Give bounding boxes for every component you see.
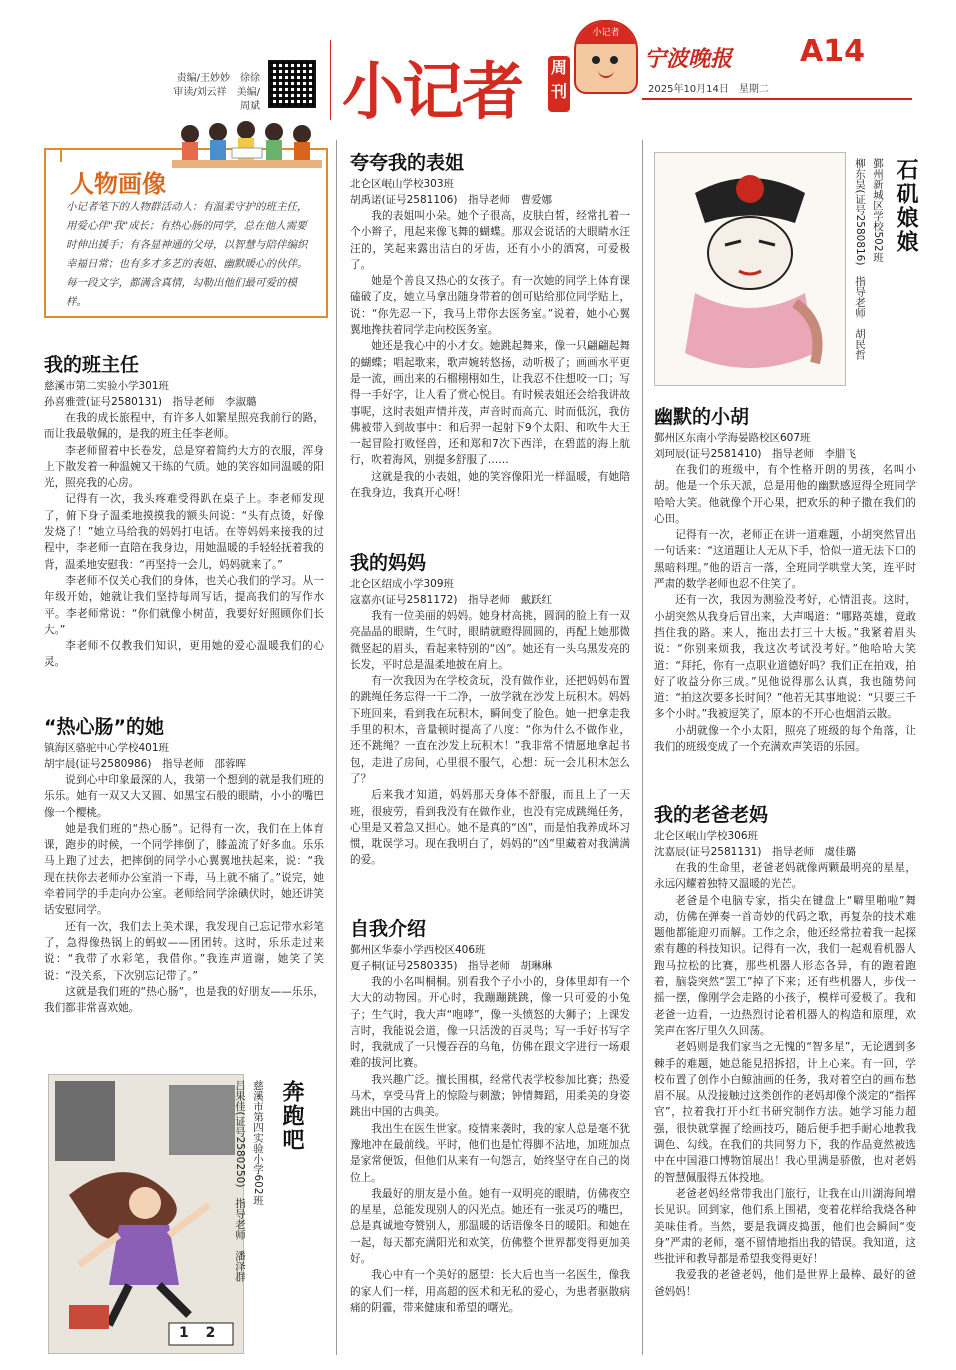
mascot-mouth — [598, 70, 614, 78]
paragraph: 李老师不仅关心我们的身体，也关心我们的学习。从一年级开始，她就让我们坚持每周写话，提高我们的写作水平。李老师常说：“你们就像小树苗，我要好好照顾你们长大。” — [44, 574, 324, 636]
paragraph: 李老师留着中长卷发，总是穿着简约大方的衣服，浑身上下散发着一种温婉又干练的气质。她的笑容如同温暖的阳光，照亮我的心房。 — [44, 444, 324, 490]
article-school: 镇海区骆驼中心学校401班 — [44, 742, 170, 754]
article-rexinchang — [44, 714, 324, 1016]
paragraph: 我有一位美丽的妈妈。她身材高挑，圆润的脸上有一双亮晶晶的眼睛，生气时，眼睛就瞪得圆圆的，再配上她那微微竖起的眉头，看起来特别的“凶”。她还有一头乌黑发亮的长发，平时总是温柔地披在肩上。 — [350, 610, 630, 671]
artwork-author: 吕果佳(证号2580250) 指导老师 潘泽群 — [234, 1080, 246, 1282]
corner-mark — [60, 148, 74, 162]
scoreboard-text: 1 2 — [179, 1325, 222, 1341]
paragraph: 说到心中印象最深的人，我第一个想到的就是我们班的乐乐。她有一双又大又圆、如黑宝石般的眼睛，小小的嘴巴像一个樱桃。 — [44, 774, 324, 819]
artwork-meta — [870, 158, 885, 378]
header-divider — [330, 40, 331, 120]
mascot-icon — [574, 20, 638, 94]
artwork-meta — [250, 1080, 265, 1350]
artwork-title: 奔跑吧 — [279, 1080, 304, 1152]
article-title: 我的班主任 — [44, 354, 140, 376]
paragraph: 我最好的朋友是小鱼。她有一双明亮的眼睛，仿佛夜空的星星，总能发现别人的闪光点。她还有一张灵巧的嘴巴，总是真诚地夸赞别人，那温暖的话语像冬日的暖阳。和她在一起，每天都充满阳光和欢笑，仿佛整个世界都变得更加美好。 — [350, 1187, 630, 1266]
article-xiaohu — [654, 404, 916, 755]
article-title: 夸夸我的表姐 — [350, 152, 465, 174]
article-author: 胡宇晨(证号2580986) 指导老师 邵蓉晖 — [44, 758, 246, 770]
paragraph: 后来我才知道，妈妈那天身体不舒服，而且上了一天班，很疲劳，看到我没有在做作业，也没有完成跳绳任务，心里是又着急又担心。她不是真的“凶”，而是怕我养成坏习惯，耽误学习。现在我明白了，妈妈的“凶”里藏着对我满满的爱。 — [350, 789, 630, 867]
article-author: 沈嘉辰(证号2581131) 指导老师 虞佳璐 — [654, 846, 856, 858]
article-school: 北仑区绍成小学309班 — [350, 578, 455, 590]
article-author: 孙喜雅萱(证号2580131) 指导老师 李淑璐 — [44, 396, 257, 408]
article-school: 北仑区岷山学校303班 — [350, 178, 455, 190]
artwork-meta-2 — [232, 1080, 247, 1350]
editor-credits — [168, 72, 260, 114]
article-ziwo — [350, 916, 630, 1316]
article-school: 鄞州区华泰小学西校区406班 — [350, 944, 486, 956]
qr-code — [268, 60, 316, 108]
paragraph: 这就是我们班的“热心肠”，也是我的好朋友——乐乐，我们都非常喜欢她。 — [44, 985, 324, 1015]
paragraph: 我的小名叫桐桐。别看我个子小小的，身体里却有一个大大的动物园。开心时，我蹦蹦跳跳，像一只可爱的小兔子；生气时，我大声“咆哮”，像一头愤怒的大狮子；上课发言时，我能说会道，像一只活泼的百灵鸟；写一手好书写字时，我就成了一只慢吞吞的乌龟，仿佛在跟文字进行一场艰难的拔河比赛。 — [350, 976, 630, 1070]
paragraph: 在我们的班级中，有个性格开朗的男孩，名叫小胡。他是一个乐天派，总是用他的幽默感逗得全班同学哈哈大笑。他就像个开心果，把欢乐的种子撒在我们的心田。 — [654, 464, 916, 525]
running-girl-drawing — [49, 1075, 243, 1353]
article-body — [350, 208, 630, 501]
article-school: 慈溪市第二实验小学301班 — [44, 380, 170, 392]
newspaper-name: 宁波晚报 — [644, 46, 733, 72]
artwork-benpao — [48, 1074, 244, 1354]
section-logo: 小记者 — [342, 55, 523, 128]
column-divider-2 — [642, 140, 643, 1355]
shiji-niangniang-drawing — [655, 153, 845, 385]
paragraph: 记得有一次，老师正在讲一道难题，小胡突然冒出一句话来：“这道题让人无从下手，恰似一道无法下口的黑暗料理。”他的语言一落，全班同学哄堂大笑，连平时严肃的数学老师也忍不住笑了。 — [654, 529, 916, 591]
intro-title: 人物画像 — [70, 170, 166, 198]
article-author: 刘珂辰(证号2581410) 指导老师 李腊飞 — [654, 448, 856, 460]
header-rule — [642, 98, 912, 100]
paragraph: 她是我们班的“热心肠”。记得有一次，我们在上体育课，跑步的时候，一个同学摔倒了，膝盖流了好多血。乐乐马上跑了过去，把摔倒的同学小心翼翼地扶起来，说：“我现在扶你去老师办公室消一下毒，马上就不痛了。”说完，她牵着同学的手走向办公室。老师给同学涂碘伏时，她还讲笑话安慰同学。 — [44, 822, 324, 917]
paragraph: 我出生在医生世家。疫情来袭时，我的家人总是毫不犹豫地冲在最前线。平时，他们也是忙得脚不沾地，加班加点是家常便饭，但他们从来有一句怨言，始终坚守在自己的岗位上。 — [350, 1122, 630, 1184]
article-mama — [350, 550, 630, 869]
article-body — [44, 410, 324, 671]
article-body — [654, 860, 916, 1300]
article-author: 夏子桐(证号2580335) 指导老师 胡琳琳 — [350, 960, 552, 972]
article-body — [44, 772, 324, 1016]
article-title: “热心肠”的她 — [44, 716, 164, 738]
paragraph: 老爸老妈经常带我出门旅行，让我在山川湖海间增长见识。回到家，他们系上围裙，变着花样给我烧各种美味佳肴。当然，要是我调皮捣蛋，他们也会瞬间“变身”严肃的老师，毫不留情地指出我的错误。我知道，这些批评和教导都是希望我变得更好！ — [654, 1187, 916, 1266]
article-banzhuren — [44, 352, 324, 671]
article-title: 我的老爸老妈 — [654, 804, 769, 826]
artwork-meta-2 — [852, 158, 867, 378]
artwork-school: 慈溪市第四实验小学602班 — [252, 1080, 264, 1206]
paragraph: 这就是我的小表姐，她的笑容像阳光一样温暖，有她陪在我身边，我真开心呀！ — [350, 470, 630, 500]
artwork-author: 柳东昊(证号2580816) 指导老师 胡民哲 — [854, 158, 866, 360]
paragraph: 记得有一次，我头疼难受得趴在桌子上。李老师发现了，俯下身子温柔地摸摸我的额头问说：“头有点烫，好像发烧了！”她立马给我的妈妈打电话。在等妈妈来接我的过程中，李老师一直陪在我身边，用她温暖的手轻轻抚着我的背，温柔地安慰我：“再坚持一会儿，妈妈就来了。” — [44, 493, 324, 571]
paragraph: 我的表姐叫小朵。她个子很高，皮肤白皙，经常扎着一个小辫子，甩起来像飞舞的蝴蝶。那双会说话的大眼睛水汪汪的，笑起来露出洁白的牙齿，还有小小的酒窝，可爱极了。 — [350, 210, 630, 271]
paragraph: 在我的成长旅程中，有许多人如繁星照亮我前行的路，而让我最敬佩的，是我的班主任李老师。 — [44, 412, 324, 441]
paragraph: 有一次我因为在学校贪玩，没有做作业，还把妈妈布置的跳绳任务忘得一干二净，一放学就在沙发上玩积木。妈妈下班回来，看到我在玩积木，瞬间变了脸色。她一把拿走我手里的积木，音量顿时提高了八度：“你为什么不做作业，还不跳绳？一直在沙发上玩积木！”我非常不情愿地拿起书包，走进了房间，心里很不服气，心想：玩一会儿积木怎么了？ — [350, 675, 630, 785]
paragraph: 我兴趣广泛。擅长围棋，经常代表学校参加比赛；热爱马术，享受马背上的惊险与刺激；钟情舞蹈，用柔美的身姿跳出中国的古典美。 — [350, 1073, 630, 1119]
mascot-eye-right — [610, 56, 618, 64]
paragraph: 还有一次，我因为测验没考好，心情沮丧。这时，小胡突然从我身后冒出来，大声喝道：“哪路英雄，竟敢挡住我的路。来人，拖出去打三十大板。”我紧着眉头说：“你别来烦我，我这次考试没考好。”他哈哈大笑道：“拜托，你有一点职业道德好吗？我们正在拍戏，拍好了收益分你三成。”见他说得那么认真，我也随势问道：“拍这次要多长时间？”他若无其事地说：“只要三千多个小时。”我被逗笑了，原本的不开心也烟消云散。 — [654, 594, 916, 721]
article-title: 幽默的小胡 — [654, 406, 750, 428]
article-body — [654, 462, 916, 755]
article-title: 我的妈妈 — [350, 552, 427, 574]
paragraph: 在我的生命里，老爸老妈就像两颗最明亮的星星，永远闪耀着独特又温暖的光芒。 — [654, 862, 916, 891]
article-school: 鄞州区东南小学海晏路校区607班 — [654, 432, 811, 444]
article-biaojie — [350, 150, 630, 501]
article-body — [350, 608, 630, 869]
intro-text: 小记者笔下的人物群活动人：有温柔守护的班主任，用爱心伴"我"成长；有热心肠的同学，总在他人需要时伸出援手；有各显神通的父母，以智慧与陪伴编织幸福日常；也有多才多艺的表姐、幽默暖心的伙伴。每一段文字，都满含真情，勾勒出他们最可爱的模样。 — [66, 201, 308, 308]
weekly-badge: 周刊 — [548, 56, 570, 112]
editor-line-2: 审读/刘云祥 美编/周斌 — [173, 87, 260, 112]
paragraph: 我爱我的老爸老妈，他们是世界上最棒、最好的爸爸妈妈！ — [654, 1269, 916, 1298]
paragraph: 她还是我心中的小才女。她跳起舞来，像一只翩翩起舞的蝴蝶；唱起歌来，歌声婉转悠扬，动听极了；画画水平更是一流，画出来的石榴栩栩如生，让我忍不住想咬一口；写得一手好字，让人看了赏心悦目。有时候表姐还会给我讲故事呢，这时表姐声情并茂，声音时而高亢、时而低沉，我仿佛被带入到故事中：和后羿一起射下9个太阳、和吹牛大王一起冒险打败怪兽，还和郑和7次下西洋，在碧蓝的海上航行，吹着海风，别提多舒服了…… — [350, 340, 630, 467]
editor-line-1: 责编/王妙妙 徐徐 — [176, 73, 260, 84]
article-title: 自我介绍 — [350, 918, 427, 940]
issue-date: 2025年10月14日 星期二 — [648, 84, 769, 95]
article-author: 寇嘉亦(证号2581172) 指导老师 戴跃红 — [350, 594, 552, 606]
article-author: 胡禹诺(证号2581106) 指导老师 曹爱娜 — [350, 194, 552, 206]
page-number: A14 — [800, 34, 865, 69]
paragraph: 小胡就像一个小太阳，照亮了班级的每个角落，让我们的班级变成了一个充满欢声笑语的乐园。 — [654, 724, 916, 754]
artwork-title: 石矶娘娘 — [893, 158, 918, 254]
paragraph: 李老师不仅教我们知识，更用她的爱心温暖我们的心灵。 — [44, 640, 324, 669]
paragraph: 我心中有一个美好的愿望：长大后也当一名医生，像我的家人们一样，用高超的医术和无私的爱心，为患者驱散病痛的阴霾，带来健康和希望的曙光。 — [350, 1269, 630, 1314]
mascot-eye-left — [592, 56, 600, 64]
article-school: 北仑区岷山学校306班 — [654, 830, 759, 842]
kids-reading-illustration — [172, 116, 322, 176]
paragraph: 她是个善良又热心的女孩子。有一次她的同学上体育课磕破了皮，她立马拿出随身带着的创可贴给那位同学贴上，说：“你先忍一下，我马上带你去医务室。”说着，她小心翼翼地搀扶着同学走向校医务室。 — [350, 275, 630, 337]
article-body — [350, 974, 630, 1316]
paragraph: 老爸是个电脑专家，指尖在键盘上“噼里啪啦”舞动，仿佛在弹奏一首奇妙的代码之歌，再复杂的技术难题他都能迎刃而解。工作之余，他还经常拉着我一起探索有趣的科技知识。记得有一次，我们一起观看机器人跑马拉松的比赛，那些机器人形态各异，有的跑着跑着，脑袋突然“罢工”掉了下来；还有些机器人，步伐一摇一摆，像刚学会走路的小孩子，模样可爱极了。我和老爸一边看，一边热烈讨论着机器人的构造和原理，欢笑声在客厅里久久回荡。 — [654, 894, 916, 1037]
article-laoba — [654, 802, 916, 1300]
paragraph: 还有一次，我们去上美术课，我发现自己忘记带水彩笔了，急得像热锅上的蚂蚁——团团转。这时，乐乐走过来说：“我带了水彩笔，我借你。”我连声道谢，她笑了笑说：“没关系，下次别忘记带了。” — [44, 920, 324, 982]
paragraph: 老妈则是我们家当之无愧的“智多星”，无论遇到多棘手的难题，她总能見招拆招，计上心来。有一回，学校布置了创作小白鲸油画的任务，我对着空白的画布愁眉不展。从没接触过这类创作的老妈却像个淡定的“指挥官”，拉着我打开小红书研究制作方法。她学习能力超强，很快就掌握了绘画技巧，随后便手把手耐心地教我调色、勾线。在我们的共同努力下，我的作品竟然被选中在中国港口博物馆展出！我心里满是骄傲，也对老妈的智慧佩服得五体投地。 — [654, 1041, 916, 1184]
artwork-school: 鄞州新城区学校502班 — [872, 158, 884, 263]
column-divider-1 — [336, 140, 337, 1355]
mascot-cap: 小记者 — [576, 22, 636, 44]
artwork-shiji — [654, 152, 846, 386]
